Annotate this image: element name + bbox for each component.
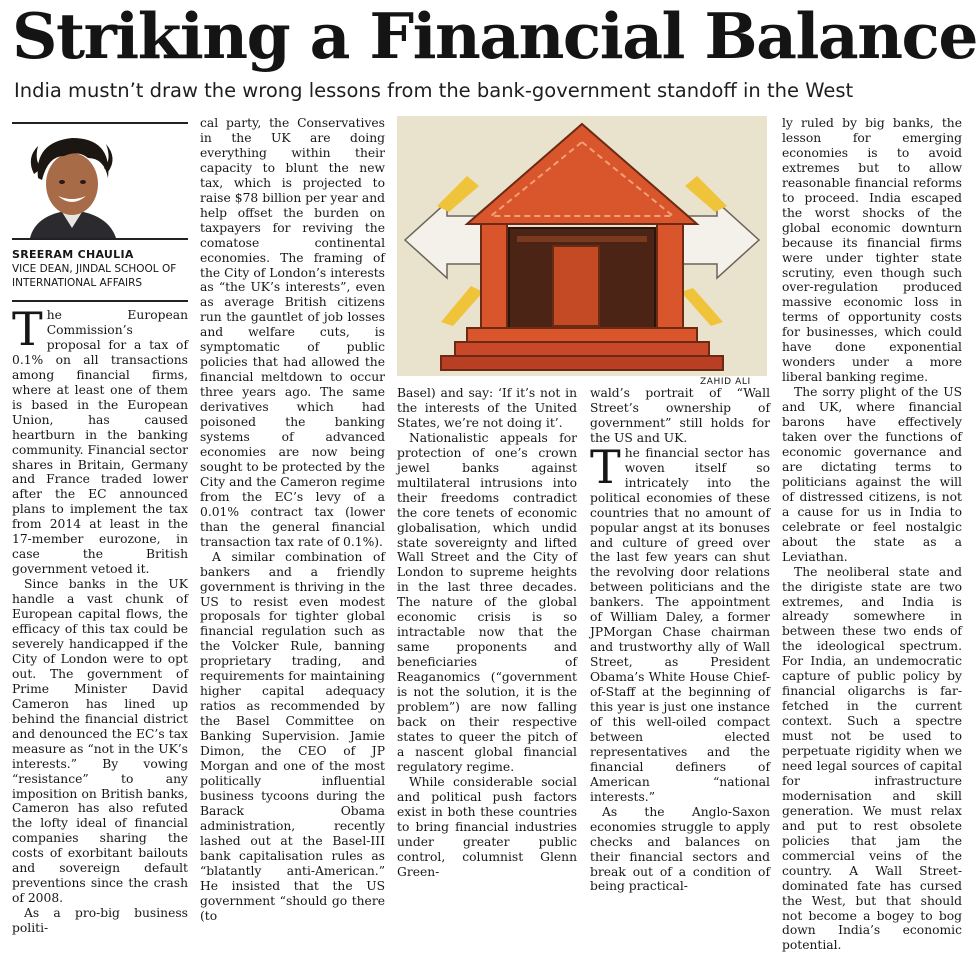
paragraph: ly ruled by big banks, the lesson for emerging economies is to avoid extremes but to allow reasonable financial reforms to proceed. India escaped the worst shocks of the global economic downturn because its financial firms were under tighter state scrutiny, even though such over-regulation produced massive economic loss in terms of opportunity costs for businesses, which could have done exponential wonders under a more liberal banking regime. [782, 116, 962, 385]
rule-top [12, 122, 188, 124]
paragraph: The neoliberal state and the dirigiste state are two extremes, and India is already somewhere in between these two ends of the ideological spectrum. For India, an undemocratic capture of public policy by financial oligarchs is far-fetched in the current context. Such a spectre must not be used to perpetuate rigidity when we need legal sources of capital for infrastructure modernisation and skill generation. We must relax and put to rest obsolete policies that jam the commercial veins of the country. A Wall Street-dominated fate has cursed the West, but that should not become a bogey to bog down India’s economic potential. [782, 564, 962, 953]
paragraph: As a pro-big business politi- [12, 906, 188, 936]
column-1 [12, 302, 188, 936]
rule-mid [12, 238, 188, 240]
paragraph: The sorry plight of the US and UK, where financial barons have effectively taken over the functions of economic governance and are dictating terms to politicians against the will of distressed citizens, is not a cause for us in India to celebrate or feel nostalgic about the state as a Leviathan. [782, 385, 962, 564]
paragraph: A similar combination of bankers and a friendly government is thriving in the US to resist even modest proposals for tighter global financial regulation such as the Volcker Rule, banning proprietary trading, and requirements for maintaining higher capital adequacy ratios as recommended by the Basel Committee on Banking Supervision. Jamie Dimon, the CEO of JP Morgan and one of the most politically influential business tycoons during the Barack Obama administration, recently lashed out at the Basel-III bank capitalisation rules as “blatantly anti-American.” He insisted that the US government “should go there (to [200, 549, 385, 923]
paragraph: The European Commission’s proposal for a tax of 0.1% on all transactions among financial firms, where at least one of them is based in the European Union, has caused heartburn in the banking community. Financial sector shares in Britain, Germany and France traded lower after the EC announced plans to implement the tax from 2014 at least in the 17-member eurozone, in case the British government vetoed it. [12, 302, 188, 577]
paragraph: Basel) and say: ‘If it’s not in the interests of the United States, we’re not doing it’. [397, 386, 577, 430]
paragraph: wald’s portrait of “Wall Street’s ownership of government” still holds for the US and UK. [590, 386, 770, 445]
illustration-credit: ZAHID ALI [700, 377, 751, 387]
paragraph: While considerable social and political push factors exist in both these countries to bring financial industries under greater public control, columnist Glenn Green- [397, 774, 577, 879]
author-box [12, 122, 188, 308]
column-3 [397, 386, 577, 879]
column-2 [200, 116, 385, 923]
paragraph: Since banks in the UK handle a vast chunk of European capital flows, the efficacy of this tax could be severely handicapped if the City of London were to opt out. The government of Prime Minister David Cameron has lined up behind the financial district and denounced the EC’s tax measure as “not in the UK’s interests.” By vowing “resistance” to any imposition on British banks, Cameron has also refuted the lofty ideal of financial companies sharing the costs of exorbitant bailouts and sovereign default preventions since the crash of 2008. [12, 577, 188, 906]
illustration-bank-building [397, 116, 767, 376]
column-5 [782, 116, 962, 953]
paragraph: Nationalistic appeals for protection of one’s crown jewel banks against multilateral intrusions into their freedoms contradict the core tenets of economic globalisation, which undid state sovereignty and lifted Wall Street and the City of London to supreme heights in the last three decades. The nature of the global economic crisis is so intractable now that the same proponents and beneficiaries of Reaganomics (“government is not the solution, it is the problem”) are now falling back on their respective states to queer the pitch of a nascent global financial regulatory regime. [397, 430, 577, 774]
author-role: VICE DEAN, JINDAL SCHOOL OF INTERNATIONAL AFFAIRS [12, 263, 177, 289]
column-4 [590, 386, 770, 894]
paragraph: cal party, the Conservatives in the UK are doing everything within their capacity to blunt the new tax, which is projected to raise $78 billion per year and help offset the burden on taxpayers for reviving the comatose continental economies. The framing of the City of London’s interests as “the UK’s interests”, even as average British citizens run the gauntlet of job losses and welfare cuts, is symptomatic of public policies that had allowed the financial meltdown to occur three years ago. The same derivatives which had poisoned the banking systems of advanced economies are now being sought to be protected by the City and the Cameron regime from the EC’s levy of a 0.01% contract tax (lower than the general financial transaction tax rate of 0.1%). [200, 116, 385, 549]
author-name: SREERAM CHAULIA [12, 248, 134, 261]
subheadline: India mustn’t draw the wrong lessons from the bank-government standoff in the West [14, 79, 854, 102]
paragraph: As the Anglo-Saxon economies struggle to apply checks and balances on their financial sectors and break out of a condition of being practical- [590, 804, 770, 894]
author-portrait [12, 128, 132, 238]
headline: Striking a Financial Balance [12, 0, 977, 73]
paragraph: The financial sector has woven itself so intricately into the political economies of these countries that no amount of popular angst at its bonuses and culture of greed over the last few years can shut the revolving door relations between politicians and the bankers. The appointment of William Daley, a former JPMorgan Chase chairman and trustworthy ally of Wall Street, as President Obama’s White House Chief-of-Staff at the beginning of this year is just one instance of this well-oiled compact between elected representatives and the financial definers of American “national interests.” [590, 439, 770, 804]
